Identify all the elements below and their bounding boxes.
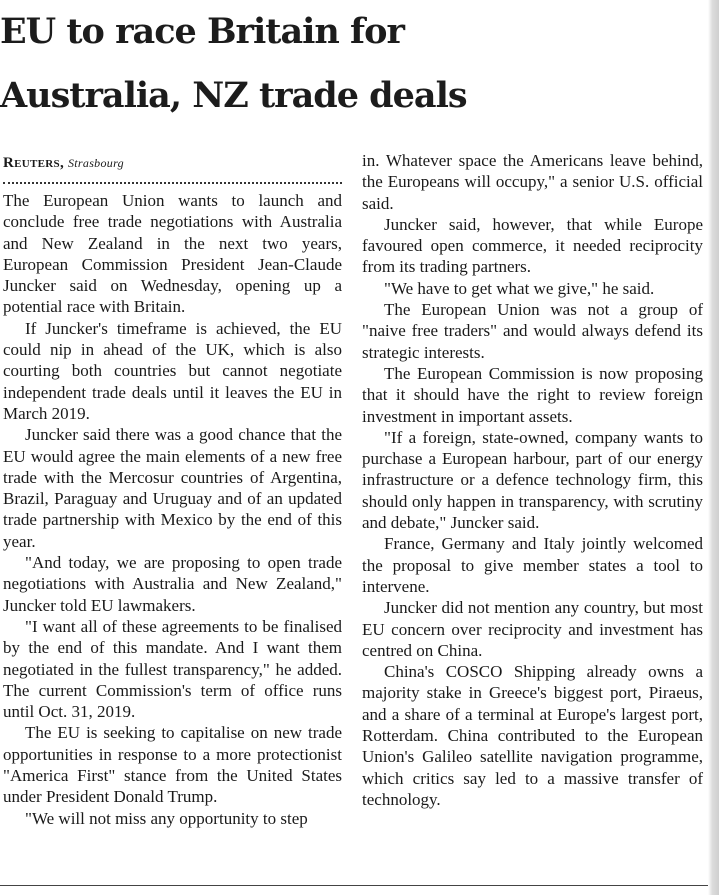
byline-place: Strasbourg bbox=[68, 156, 124, 170]
paragraph: "We have to get what we give," he said. bbox=[384, 278, 655, 298]
paragraph: The European Union wants to launch and conclude free trade negotiations with Australia and New Zealand in the next two years, European Commission President Jean-Claude Juncker said on Wednesday, opening up a potential race with Britain. bbox=[3, 191, 342, 317]
paragraph: "We will not miss any opportunity to step bbox=[25, 808, 308, 828]
headline bbox=[0, 0, 719, 128]
paragraph: France, Germany and Italy jointly welcomed the proposal to give member states a tool to intervene. bbox=[362, 534, 703, 596]
paragraph: The European Union was not a group of "naive free traders" and would always defend its strategic interests. bbox=[362, 300, 703, 362]
paragraph: in. Whatever space the Americans leave behind, the Europeans will occupy," a senior U.S. official said. bbox=[362, 151, 703, 213]
paragraph: The European Commission is now proposing that it should have the right to review foreign investment in important assets. bbox=[362, 363, 703, 426]
headline-line-1: EU to race Britain for bbox=[0, 11, 404, 52]
headline-line-2: Australia, NZ trade deals bbox=[0, 75, 467, 116]
byline-agency: Reuters, bbox=[3, 155, 64, 171]
article-column-left bbox=[3, 150, 342, 829]
paragraph: Juncker said, however, that while Europe favoured open commerce, it needed reciprocity from its trading partners. bbox=[362, 214, 703, 277]
paragraph: The EU is seeking to capitalise on new trade opportunities in response to a more protectionist "America First" stance from the United States under President Donald Trump. bbox=[3, 723, 342, 807]
paragraph: China's COSCO Shipping already owns a majority stake in Greece's biggest port, Piraeus, and a share of a terminal at Europe's largest port, Rotterdam. China contributed to the European Union's Galileo satellite navigation programme, which critics say led to a massive transfer of technology. bbox=[362, 662, 703, 809]
dotted-divider bbox=[3, 182, 342, 184]
paragraph: "And today, we are proposing to open trade negotiations with Australia and New Zealand," Juncker told EU lawmakers. bbox=[3, 553, 342, 615]
paragraph: Juncker said there was a good chance that the EU would agree the main elements of a new free trade with the Mercosur countries of Argentina, Brazil, Paraguay and Uruguay and of an updated trade partnership with Mexico by the end of this year. bbox=[3, 425, 342, 551]
byline bbox=[3, 150, 342, 176]
article-column-right bbox=[362, 150, 703, 810]
paragraph: If Juncker's timeframe is achieved, the EU could nip in ahead of the UK, which is also courting both countries but cannot negotiate independent trade deals until it leaves the EU in March 2019. bbox=[3, 318, 342, 423]
bottom-rule bbox=[0, 885, 719, 886]
paragraph: "I want all of these agreements to be finalised by the end of this mandate. And I want them negotiated in the fullest transparency," he added. The current Commission's term of office runs until Oct. 31, 2019. bbox=[3, 616, 342, 722]
paragraph: "If a foreign, state-owned, company wants to purchase a European harbour, part of our energy infrastructure or a defence technology firm, this should only happen in transparency, with scrutiny and debate," Juncker said. bbox=[362, 427, 703, 533]
paragraph: Juncker did not mention any country, but most EU concern over reciprocity and investment has centred on China. bbox=[362, 598, 703, 660]
page-edge-shadow bbox=[708, 0, 719, 895]
